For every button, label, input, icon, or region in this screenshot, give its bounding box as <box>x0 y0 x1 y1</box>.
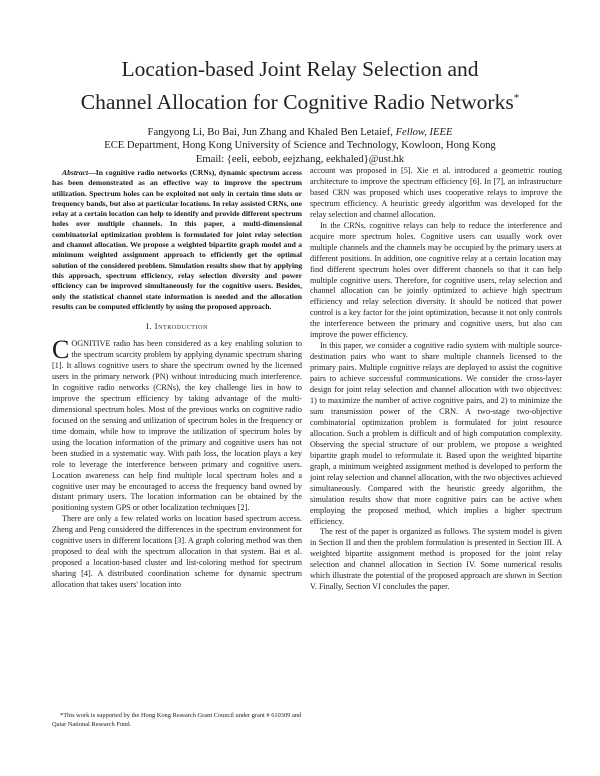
right-column <box>310 166 562 734</box>
section-heading-introduction: I. Introduction <box>145 322 209 332</box>
author-fellow: Fellow, IEEE <box>395 127 453 138</box>
email: Email: {eeli, eebob, eejzhang, eekhaled}@ust.hk <box>195 153 405 165</box>
left-column <box>52 166 302 736</box>
right-paragraph-1: account was proposed in [5]. Xie et al. introduced a geometric routing architecture to improve the spectrum efficiency [6]. In [7], an infrastructure based CRN was proposed which uses cooperative relays to improve the spectrum efficiency. A heuristic greedy algorithm was developed for the relay selection and channel allocation. <box>310 166 562 219</box>
paper-title <box>20 55 580 117</box>
author-list: Fangyong Li, Bo Bai, Jun Zhang and Khaled Ben Letaief, <box>147 127 393 138</box>
affiliation: ECE Department, Hong Kong University of Science and Technology, Kowloon, Hong Kong <box>104 140 496 152</box>
right-paragraph-4: The rest of the paper is organized as follows. The system model is given in Section II and then the problem formulation is presented in Section III. A weighted bipartite assignment method is proposed for the joint relay selection and channel allocation in Section IV. Some numerical results which illustrate the potential of the proposed approach are shown in Section V. Finally, Section VI concludes the paper. <box>310 527 562 592</box>
title-line-1: Location-based Joint Relay Selection and <box>121 57 479 81</box>
author-names <box>20 126 580 139</box>
author-block <box>20 126 580 166</box>
title-line-2 <box>20 84 580 117</box>
title-line-2-text: Channel Allocation for Cognitive Radio Networks <box>80 90 514 115</box>
footnote-text: *This work is supported by the Hong Kong Research Grant Council under grant # 610309 and Qatar National Research Fund. <box>52 712 302 728</box>
intro-paragraph-1-text: OGNITIVE radio has been considered as a key enabling solution to the spectrum scarcity problem by applying dynamic spectrum sharing [1]. It allows cognitive users to share the spectrum owned by the licensed users in the primary network (PN) without introducing much interference. In cognitive radio networks (CRNs), the key challenge lies in how to improve the spectrum efficiency by taking advantage of the multi-dimensional spectrum holes. Most of the previous works on cognitive radio focused on the sensing and utilization of spectrum holes in the frequency or time domain, while how to improve the utilization of spectrum holes by using the location information of the primary and cognitive users has not been studied in a systematic way. With path loss, the location plays a key role to leverage the interference between primary and cognitive users. Location awareness can help find multiple local spectrum holes and a cognitive user may be encouraged to access the frequency band owned by distant primary users. The location information can be obtained by the positioning system GPS or other localization techniques [2]. <box>52 339 302 513</box>
abstract-text: —In cognitive radio networks (CRNs), dynamic spectrum access has been demonstrated as an effective way to improve the spectrum utilization. Spectrum holes can be exploited not only in certain time slots or frequency bands, but also at particular locations. In relay assisted CRNs, one relay at a certain location can help to identify and provide different spectrum holes over multiple channels. In this paper, a multi-dimensional combinatorial optimization problem is formulated for joint relay selection and channel allocation. We propose a weighted bipartite graph model and a minimum weighted assignment approach to efficiently get the optimal solution of the considered problem. Simulation results show that by applying this approach, spectrum efficiency, relay selection diversity and power efficiency can be improved simultaneously for the cognitive users. Besides, only the statistical channel state information is needed and the allocation results can be computed efficiently by using the proposed approach. <box>52 168 302 311</box>
intro-paragraph-1 <box>52 335 302 514</box>
drop-cap: C <box>52 335 70 365</box>
footnote <box>52 712 302 729</box>
abstract <box>52 168 302 312</box>
abstract-heading: Abstract <box>62 168 89 177</box>
title-footnote-mark: * <box>513 92 520 104</box>
right-paragraph-2: In the CRNs, cognitive relays can help to reduce the interference and acquire more spectrum holes. Cognitive users can usually work over multiple channels and the channels may be occupied by the primary users at different positions. In addition, one cognitive relay at a certain location may find different spectrum holes over different channels so that it can help multiple cognitive users. Therefore, for cognitive users, relay selection and channel allocation can be jointly optimized to achieve high spectrum efficiency and relay selection diversity. It should be noticed that power control is a key factor for the joint optimization, because it not only controls the interference between the primary and cognitive users, but also can improve the power efficiency. <box>310 220 562 340</box>
intro-paragraph-2: There are only a few related works on location based spectrum access. Zheng and Peng considered the differences in the spectrum environment for cognitive users in different locations [3]. A graph coloring method was then proposed to deal with the spectrum allocation in that system. Bai et al. proposed a location-based cluster and list-coloring method for spectrum sharing [4]. A distributed coordination scheme for dynamic spectrum allocation that takes users' location into <box>52 514 302 590</box>
right-paragraph-3: In this paper, we consider a cognitive radio system with multiple source-destination pairs who want to share multiple channels licensed to the primary pairs. Multiple cognitive relays are deployed to assist the cognitive pairs to achieve successful communications. We consider the cross-layer design for joint relay selection and channel allocation with two objectives: 1) to maximize the number of active cognitive pairs, and 2) to minimize the sum transmission power of the CRN. A two-stage two-objective combinatorial optimization problem is formulated for joint resource allocation. Such a problem is difficult and of high computation complexity. Observing the special structure of our problem, we propose a weighted bipartite graph model to reformulate it. Based upon the weighted bipartite graph, a minimum weighted assignment method is developed to perform the joint relay selection and channel allocation, with the two objectives achieved simultaneously. Compared with the heuristic greedy algorithm, the simulation results show that more cognitive pairs can be active when employing the proposed method, which implies a higher spectrum efficiency. <box>310 341 562 526</box>
